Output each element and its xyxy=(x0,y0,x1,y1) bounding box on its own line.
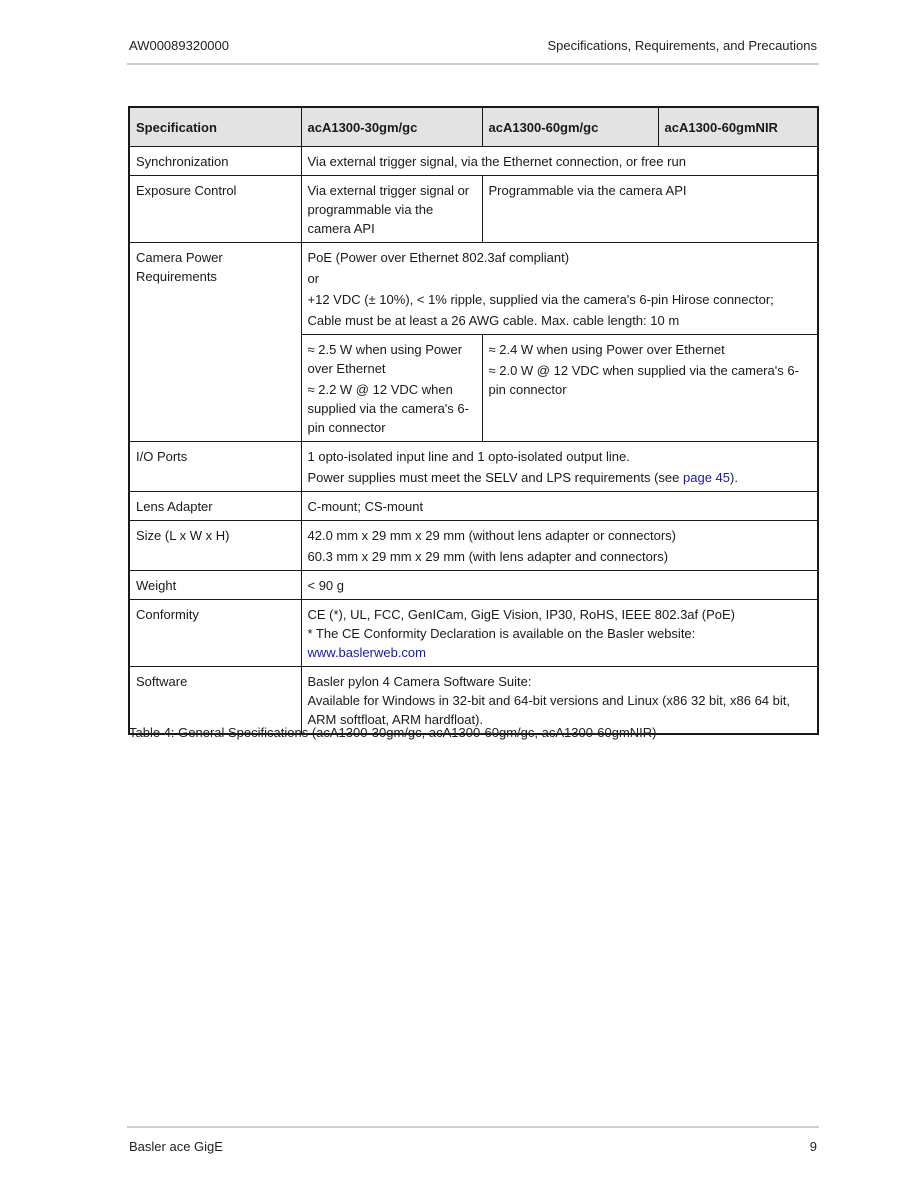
row-label: Size (L x W x H) xyxy=(129,521,301,571)
table-row-software xyxy=(129,667,818,735)
document-id: AW00089320000 xyxy=(129,38,229,53)
row-value: < 90 g xyxy=(301,571,818,600)
page-header xyxy=(129,38,817,53)
row-value: Via external trigger signal, via the Ethernet connection, or free run xyxy=(301,147,818,176)
power-line-12vdc: +12 VDC (± 10%), < 1% ripple, supplied via the camera's 6-pin Hirose connector; xyxy=(307,292,774,307)
table-row-exposure-control xyxy=(129,176,818,243)
row-value xyxy=(301,600,818,667)
footer-divider xyxy=(127,1126,819,1128)
io-line-power-supply xyxy=(308,468,812,487)
power-line-poe: PoE (Power over Ethernet 802.3af compliant) xyxy=(307,250,570,265)
row-label: Weight xyxy=(129,571,301,600)
table-row-conformity xyxy=(129,600,818,667)
page-45-link[interactable]: page 45 xyxy=(683,470,731,485)
page-number: 9 xyxy=(809,1139,817,1154)
column-header-aca1300-30gm: acA1300-30gm/gc xyxy=(301,107,482,147)
row-label: Lens Adapter xyxy=(129,492,301,521)
table-header-row xyxy=(129,107,818,147)
row-label: Software xyxy=(129,667,301,735)
consumption-12vdc: ≈ 2.2 W @ 12 VDC when supplied via the camera's 6-pin connector xyxy=(307,382,469,435)
row-value-30gm: Via external trigger signal or programmable via the camera API xyxy=(301,176,482,243)
row-label xyxy=(129,243,301,442)
column-header-aca1300-60gmnir: acA1300-60gmNIR xyxy=(658,107,818,147)
header-divider xyxy=(127,63,819,65)
table-row-weight xyxy=(129,571,818,600)
table-row-lens-adapter xyxy=(129,492,818,521)
row-value: C-mount; CS-mount xyxy=(301,492,818,521)
row-label-text: Camera Power Requirements xyxy=(136,250,223,284)
row-value xyxy=(301,667,818,735)
power-consumption-60gm xyxy=(482,335,818,442)
power-line-cable: Cable must be at least a 26 AWG cable. Max. cable length: 10 m xyxy=(307,313,680,328)
row-value-power-source xyxy=(301,243,818,335)
product-name: Basler ace GigE xyxy=(129,1139,223,1154)
io-line-description: 1 opto-isolated input line and 1 opto-isolated output line. xyxy=(307,449,630,464)
conformity-note: * The CE Conformity Declaration is available on the Basler website: xyxy=(307,626,696,641)
page-footer xyxy=(129,1139,817,1154)
size-with-adapter: 60.3 mm x 29 mm x 29 mm (with lens adapter and connectors) xyxy=(307,549,669,564)
consumption-poe: ≈ 2.4 W when using Power over Ethernet xyxy=(488,342,725,357)
consumption-poe: ≈ 2.5 W when using Power over Ethernet xyxy=(307,342,463,376)
row-label: Conformity xyxy=(129,600,301,667)
table-row-camera-power xyxy=(129,243,818,335)
row-value-60gm: Programmable via the camera API xyxy=(482,176,818,243)
power-consumption-30gm xyxy=(301,335,482,442)
basler-website-link[interactable]: www.baslerweb.com xyxy=(307,645,426,660)
section-title: Specifications, Requirements, and Precautions xyxy=(547,38,817,53)
table-row-io-ports xyxy=(129,442,818,492)
row-label: Synchronization xyxy=(129,147,301,176)
table-row-size xyxy=(129,521,818,571)
row-value xyxy=(301,442,818,492)
column-header-specification: Specification xyxy=(129,107,301,147)
conformity-standards: CE (*), UL, FCC, GenICam, GigE Vision, IP30, RoHS, IEEE 802.3af (PoE) xyxy=(307,607,735,622)
consumption-12vdc: ≈ 2.0 W @ 12 VDC when supplied via the camera's 6-pin connector xyxy=(488,363,799,397)
table-row-synchronization xyxy=(129,147,818,176)
io-text: Power supplies must meet the SELV and LPS requirements (see xyxy=(307,470,684,485)
row-label: I/O Ports xyxy=(129,442,301,492)
software-platforms: Available for Windows in 32-bit and 64-bit versions and Linux (x86 32 bit, x86 64 bit, ARM softfloat, ARM hardfloat). xyxy=(307,693,790,727)
power-line-or: or xyxy=(307,271,320,286)
table-caption: Table 4: General Specifications (acA1300-30gm/gc, acA1300-60gm/gc, acA1300-60gmNIR) xyxy=(129,725,657,740)
row-label: Exposure Control xyxy=(129,176,301,243)
size-without-adapter: 42.0 mm x 29 mm x 29 mm (without lens adapter or connectors) xyxy=(307,528,676,543)
io-text-end: ). xyxy=(730,470,738,485)
row-value xyxy=(301,521,818,571)
column-header-aca1300-60gm: acA1300-60gm/gc xyxy=(482,107,658,147)
general-specifications-table xyxy=(128,106,819,735)
software-suite: Basler pylon 4 Camera Software Suite: xyxy=(307,674,532,689)
